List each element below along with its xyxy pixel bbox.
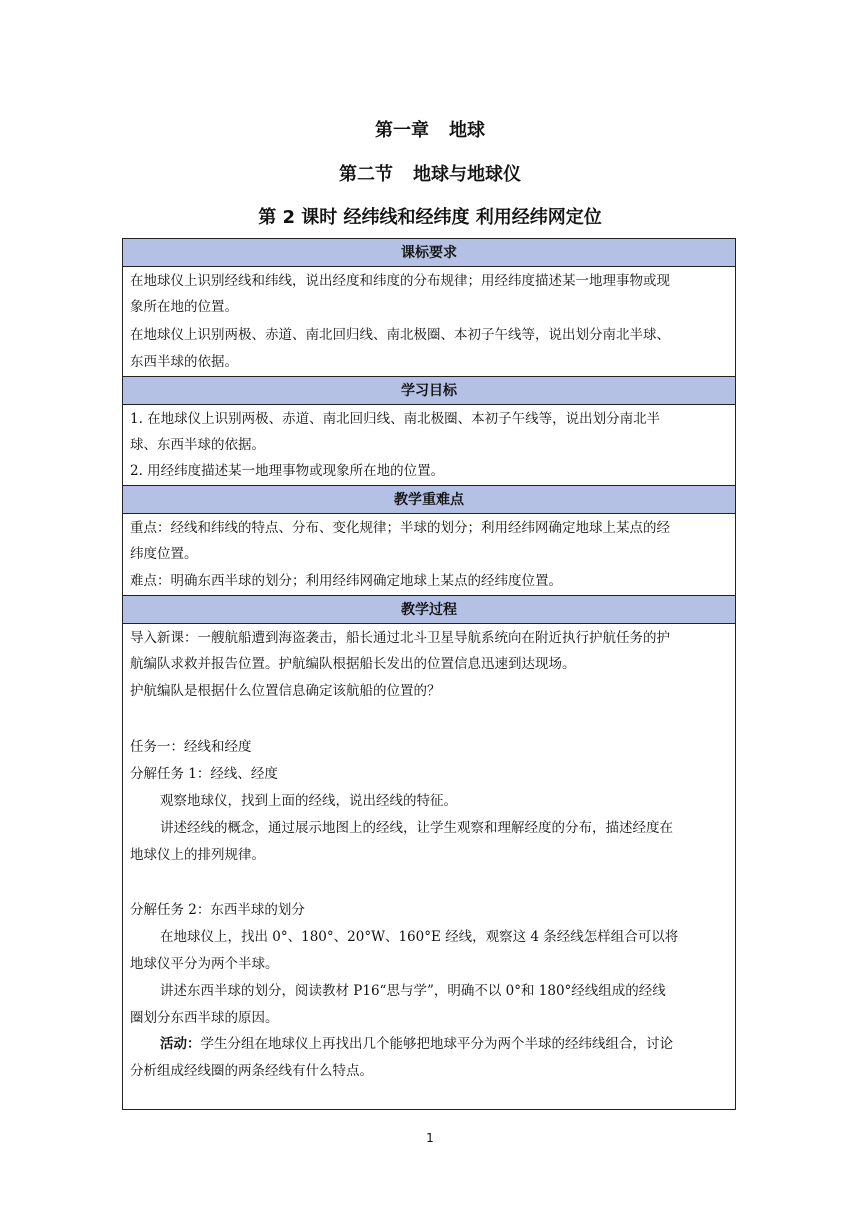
curriculum-header: 课标要求 (123, 239, 735, 267)
process-line: 护航编队是根据什么位置信息确定该航船的位置的？ (130, 683, 441, 699)
process-line: 任务一：经线和经度 (130, 739, 252, 755)
activity-line (160, 1034, 673, 1054)
objectives-header: 学习目标 (123, 377, 735, 405)
process-line: 观察地球仪，找到上面的经线，说出经线的特征。 (160, 793, 457, 809)
process-header: 教学过程 (123, 596, 735, 624)
lesson-plan-table (122, 238, 736, 1110)
page-number: 1 (426, 1131, 434, 1145)
curriculum-line: 东西半球的依据。 (130, 354, 238, 370)
section-name: 地球与地球仪 (413, 164, 521, 185)
process-line: 地球仪上的排列规律。 (130, 847, 265, 863)
chapter-title (0, 116, 860, 142)
chapter-name: 地球 (449, 120, 485, 141)
curriculum-line: 在地球仪上识别两极、赤道、南北回归线、南北极圈、本初子午线等，说出划分南北半球、 (130, 327, 670, 343)
process-line: 分析组成经线圈的两条经线有什么特点。 (130, 1063, 373, 1079)
process-line: 在地球仪上，找出 0°、180°、20°W、160°E 经线，观察这 4 条经线怎样组合可以将 (160, 929, 679, 945)
keypoint-line: 难点：明确东西半球的划分；利用经纬网确定地球上某点的经纬度位置。 (130, 573, 562, 589)
process-line: 地球仪平分为两个半球。 (130, 956, 279, 972)
lesson-title: 第 2 课时 经纬线和经纬度 利用经纬网定位 (258, 207, 602, 228)
process-line: 分解任务 1：经线、经度 (130, 766, 278, 782)
process-line: 讲述经线的概念，通过展示地图上的经线，让学生观察和理解经度的分布，描述经度在 (160, 820, 673, 836)
section-title (0, 160, 860, 186)
keypoint-line: 纬度位置。 (130, 546, 198, 562)
process-line: 讲述东西半球的划分，阅读教材 P16“思与学”，明确不以 0°和 180°经线组成的经线 (160, 983, 666, 999)
keypoint-line: 重点：经线和纬线的特点、分布、变化规律；半球的划分；利用经纬网确定地球上某点的经 (130, 520, 670, 536)
chapter-number: 第一章 (375, 120, 429, 141)
process-line: 圈划分东西半球的原因。 (130, 1010, 279, 1026)
process-line: 导入新课：一艘航船遭到海盗袭击，船长通过北斗卫星导航系统向在附近执行护航任务的护 (130, 630, 670, 646)
objective-line: 1. 在地球仪上识别两极、赤道、南北回归线、南北极圈、本初子午线等，说出划分南北半 (130, 411, 661, 427)
activity-label: 活动： (160, 1036, 201, 1052)
activity-text: 学生分组在地球仪上再找出几个能够把地球平分为两个半球的经纬线组合，讨论 (200, 1036, 673, 1052)
curriculum-line: 在地球仪上识别经线和纬线，说出经度和纬度的分布规律；用经纬度描述某一地理事物或现 (130, 273, 670, 289)
section-number: 第二节 (339, 164, 393, 185)
keypoints-header: 教学重难点 (123, 486, 735, 514)
process-line: 分解任务 2：东西半球的划分 (130, 902, 305, 918)
objective-line: 球、东西半球的依据。 (130, 437, 265, 453)
process-line: 航编队求救并报告位置。护航编队根据船长发出的位置信息迅速到达现场。 (130, 656, 576, 672)
curriculum-line: 象所在地的位置。 (130, 299, 238, 315)
objective-line: 2. 用经纬度描述某一地理事物或现象所在地的位置。 (130, 463, 445, 479)
